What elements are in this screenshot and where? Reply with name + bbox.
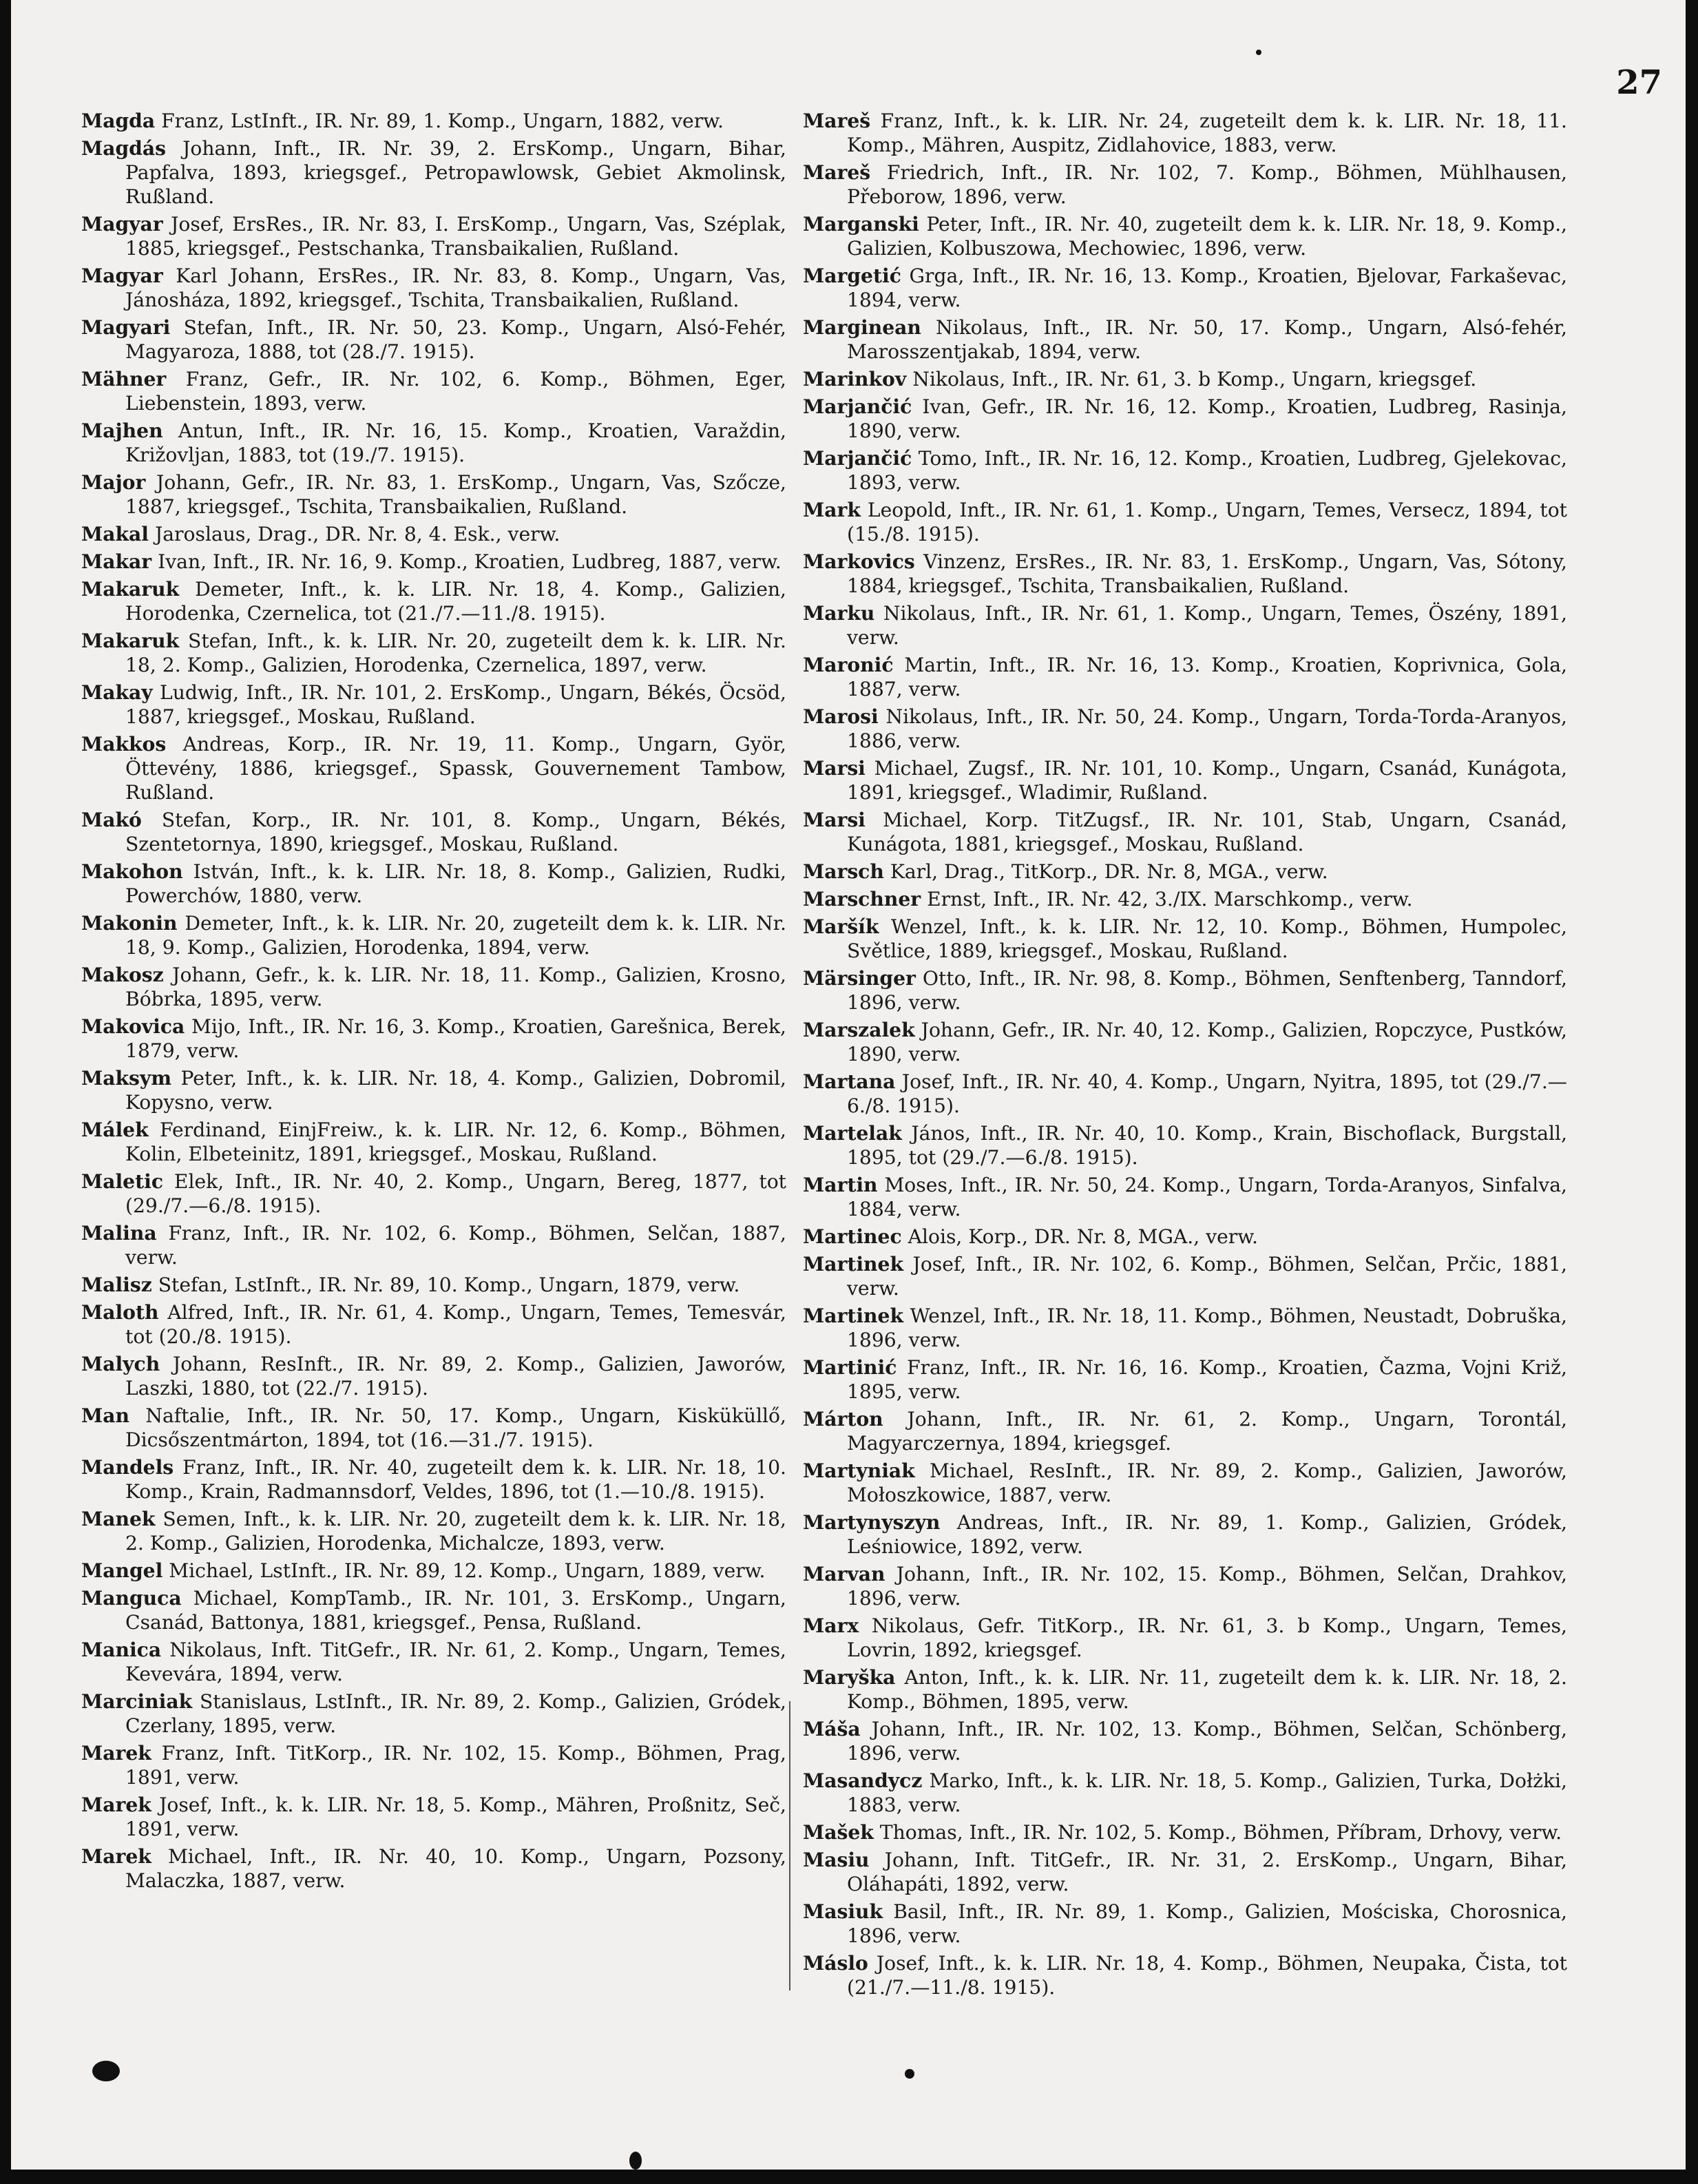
- register-entry: [803, 1018, 1567, 1066]
- entry-surname: Marciniak: [81, 1690, 193, 1713]
- register-entry: [803, 1407, 1567, 1455]
- entry-surname: Martinić: [803, 1356, 897, 1379]
- entry-surname: Martynyszyn: [803, 1511, 941, 1534]
- register-entry: [81, 1015, 786, 1063]
- entry-surname: Marganski: [803, 213, 919, 236]
- entry-surname: Maršík: [803, 915, 879, 938]
- entry-surname: Malisz: [81, 1273, 152, 1296]
- entry-details: Franz, Inft. TitKorp., IR. Nr. 102, 15. Komp., Böhmen, Prag, 1891, verw.: [125, 1742, 786, 1789]
- ink-spot: [629, 2152, 642, 2170]
- entry-details: Nikolaus, Inft., IR. Nr. 50, 24. Komp., Ungarn, Torda-Torda-Aranyos, 1886, verw.: [847, 705, 1567, 752]
- register-entry: [803, 315, 1567, 364]
- entry-surname: Marek: [81, 1845, 151, 1868]
- register-entry: [803, 808, 1567, 856]
- entry-details: Johann, Gefr., IR. Nr. 40, 12. Komp., Galizien, Ropczyce, Pustków, 1890, verw.: [847, 1019, 1567, 1065]
- left-column: [81, 109, 786, 1896]
- entry-surname: Marsch: [803, 860, 884, 883]
- entry-details: Franz, Inft., IR. Nr. 16, 16. Komp., Kroatien, Čazma, Vojni Križ, 1895, verw.: [847, 1356, 1567, 1403]
- right-column: [803, 109, 1567, 2003]
- entry-details: Michael, Inft., IR. Nr. 40, 10. Komp., Ungarn, Pozsony, Malaczka, 1887, verw.: [125, 1845, 786, 1892]
- entry-details: Wenzel, Inft., k. k. LIR. Nr. 12, 10. Komp., Böhmen, Humpolec, Světlice, 1889, kriegsgef., Moskau, Rußland.: [847, 915, 1567, 962]
- entry-details: Franz, LstInft., IR. Nr. 89, 1. Komp., Ungarn, 1882, verw.: [161, 110, 724, 132]
- entry-details: Antun, Inft., IR. Nr. 16, 15. Komp., Kroatien, Varaždin, Križovljan, 1883, tot (19./7. 1915).: [125, 419, 786, 466]
- entry-details: Stanislaus, LstInft., IR. Nr. 89, 2. Komp., Galizien, Gródek, Czerlany, 1895, verw.: [125, 1690, 786, 1737]
- register-entry: [81, 1559, 786, 1583]
- entry-details: Jaroslaus, Drag., DR. Nr. 8, 4. Esk., verw.: [154, 523, 560, 545]
- entry-surname: Makosz: [81, 964, 164, 986]
- register-entry: [81, 367, 786, 415]
- entry-details: Josef, Inft., IR. Nr. 40, 4. Komp., Ungarn, Nyitra, 1895, tot (29./7.—6./8. 1915).: [847, 1070, 1567, 1117]
- entry-surname: Marek: [81, 1793, 151, 1816]
- register-entry: [803, 264, 1567, 312]
- entry-details: Nikolaus, Inft. TitGefr., IR. Nr. 61, 2. Komp., Ungarn, Temes, Kevevára, 1894, verw.: [125, 1639, 786, 1685]
- register-entry: [803, 367, 1567, 391]
- register-entry: [81, 1507, 786, 1555]
- register-entry: [81, 136, 786, 209]
- entry-details: Josef, Inft., IR. Nr. 102, 6. Komp., Böhmen, Selčan, Prčic, 1881, verw.: [847, 1253, 1567, 1300]
- entry-details: Johann, Gefr., k. k. LIR. Nr. 18, 11. Komp., Galizien, Krosno, Bóbrka, 1895, verw.: [125, 964, 786, 1010]
- register-entry: [803, 1900, 1567, 1948]
- register-entry: [803, 1769, 1567, 1817]
- entry-surname: Markovics: [803, 550, 915, 573]
- entry-surname: Marginean: [803, 316, 921, 339]
- column-divider: [789, 1701, 790, 1990]
- entry-details: Wenzel, Inft., IR. Nr. 18, 11. Komp., Böhmen, Neustadt, Dobruška, 1896, verw.: [847, 1304, 1567, 1351]
- register-entry: [81, 1300, 786, 1349]
- register-entry: [803, 395, 1567, 443]
- entry-details: Peter, Inft., IR. Nr. 40, zugeteilt dem k. k. LIR. Nr. 18, 9. Komp., Galizien, Kolbuszowa, Mechowiec, 1896, verw.: [847, 213, 1567, 260]
- entry-details: Alfred, Inft., IR. Nr. 61, 4. Komp., Ungarn, Temes, Temesvár, tot (20./8. 1915).: [125, 1301, 786, 1348]
- entry-details: Mijo, Inft., IR. Nr. 16, 3. Komp., Kroatien, Garešnica, Berek, 1879, verw.: [125, 1015, 787, 1062]
- entry-details: Leopold, Inft., IR. Nr. 61, 1. Komp., Ungarn, Temes, Versecz, 1894, tot (15./8. 1915).: [847, 499, 1567, 545]
- entry-surname: Mareš: [803, 110, 871, 132]
- entry-surname: Mašek: [803, 1821, 874, 1844]
- entry-details: Martin, Inft., IR. Nr. 16, 13. Komp., Kroatien, Koprivnica, Gola, 1887, verw.: [847, 654, 1567, 700]
- register-entry: [803, 1562, 1567, 1610]
- entry-surname: Marku: [803, 602, 875, 625]
- register-entry: [803, 1121, 1567, 1169]
- register-entry: [81, 109, 786, 133]
- entry-details: Ivan, Inft., IR. Nr. 16, 9. Komp., Kroatien, Ludbreg, 1887, verw.: [158, 550, 782, 573]
- entry-surname: Margetić: [803, 264, 901, 287]
- entry-details: Thomas, Inft., IR. Nr. 102, 5. Komp., Böhmen, Příbram, Drhovy, verw.: [879, 1821, 1562, 1844]
- entry-surname: Manguca: [81, 1587, 182, 1610]
- register-entry: [803, 446, 1567, 495]
- entry-details: Stefan, LstInft., IR. Nr. 89, 10. Komp., Ungarn, 1879, verw.: [158, 1273, 740, 1296]
- register-entry: [81, 1793, 786, 1841]
- entry-details: Stefan, Inft., k. k. LIR. Nr. 20, zugeteilt dem k. k. LIR. Nr. 18, 2. Komp., Galizien, Horodenka, Czernelica, 1897, verw.: [125, 630, 786, 676]
- entry-details: Michael, KompTamb., IR. Nr. 101, 3. ErsKomp., Ungarn, Csanád, Battonya, 1881, kriegsgef., Pensa, Rußland.: [125, 1587, 786, 1634]
- entry-details: Moses, Inft., IR. Nr. 50, 24. Komp., Ungarn, Torda-Aranyos, Sinfalva, 1884, verw.: [847, 1174, 1567, 1220]
- document-page: [11, 0, 1686, 2170]
- entry-details: Andreas, Inft., IR. Nr. 89, 1. Komp., Galizien, Gródek, Leśniowice, 1892, verw.: [847, 1511, 1567, 1558]
- entry-details: Johann, Inft. TitGefr., IR. Nr. 31, 2. ErsKomp., Ungarn, Bihar, Oláhapáti, 1892, verw.: [847, 1849, 1567, 1895]
- entry-surname: Makkos: [81, 733, 167, 756]
- entry-details: Michael, Zugsf., IR. Nr. 101, 10. Komp., Ungarn, Csanád, Kunágota, 1891, kriegsgef., Wladimir, Rußland.: [847, 757, 1567, 804]
- register-entry: [803, 601, 1567, 649]
- register-entry: [803, 1225, 1567, 1249]
- entry-surname: Mähner: [81, 368, 167, 391]
- register-entry: [81, 1404, 786, 1452]
- page-number: 27: [1616, 63, 1662, 102]
- register-entry: [803, 1665, 1567, 1714]
- entry-surname: Máša: [803, 1718, 861, 1740]
- ink-spot: [1256, 50, 1261, 55]
- register-entry: [803, 860, 1567, 884]
- entry-details: Franz, Inft., IR. Nr. 102, 6. Komp., Böhmen, Selčan, 1887, verw.: [125, 1222, 786, 1269]
- register-entry: [81, 264, 786, 312]
- entry-surname: Makaruk: [81, 578, 180, 601]
- register-entry: [81, 1689, 786, 1738]
- entry-surname: Málek: [81, 1119, 149, 1141]
- entry-surname: Marjančić: [803, 395, 912, 418]
- entry-surname: Marjančić: [803, 447, 912, 470]
- entry-surname: Maryška: [803, 1666, 896, 1689]
- entry-details: Josef, Inft., k. k. LIR. Nr. 18, 5. Komp., Mähren, Proßnitz, Seč, 1891, verw.: [125, 1793, 786, 1840]
- register-entry: [81, 1455, 786, 1504]
- entry-details: Stefan, Inft., IR. Nr. 50, 23. Komp., Ungarn, Alsó-Fehér, Magyaroza, 1888, tot (28./7. 1915).: [125, 316, 786, 363]
- register-entry: [81, 860, 786, 908]
- entry-details: Franz, Inft., k. k. LIR. Nr. 24, zugeteilt dem k. k. LIR. Nr. 18, 11. Komp., Mähren, Auspitz, Zidlahovice, 1883, verw.: [847, 110, 1567, 156]
- register-entry: [81, 1221, 786, 1269]
- entry-details: Johann, Gefr., IR. Nr. 83, 1. ErsKomp., Ungarn, Vas, Szőcze, 1887, kriegsgef., Tschita, Transbaikalien, Rußland.: [125, 471, 786, 518]
- entry-details: Karl, Drag., TitKorp., DR. Nr. 8, MGA., verw.: [890, 860, 1328, 883]
- register-entry: [81, 1352, 786, 1400]
- register-entry: [803, 1070, 1567, 1118]
- register-entry: [81, 1169, 786, 1218]
- entry-details: Peter, Inft., k. k. LIR. Nr. 18, 4. Komp., Galizien, Dobromil, Kopysno, verw.: [125, 1067, 786, 1114]
- entry-details: Nikolaus, Gefr. TitKorp., IR. Nr. 61, 3. b Komp., Ungarn, Temes, Lovrin, 1892, kriegsgef.: [847, 1614, 1567, 1661]
- register-entry: [81, 732, 786, 804]
- entry-surname: Marsi: [803, 757, 866, 780]
- entry-surname: Martinec: [803, 1225, 902, 1248]
- register-entry: [81, 577, 786, 625]
- entry-surname: Mandels: [81, 1456, 174, 1479]
- entry-details: Karl Johann, ErsRes., IR. Nr. 83, 8. Komp., Ungarn, Vas, Jánosháza, 1892, kriegsgef., Tschita, Transbaikalien, Rußland.: [125, 264, 786, 311]
- entry-details: István, Inft., k. k. LIR. Nr. 18, 8. Komp., Galizien, Rudki, Powerchów, 1880, verw.: [125, 860, 786, 907]
- register-entry: [803, 1717, 1567, 1765]
- entry-surname: Makohon: [81, 860, 183, 883]
- entry-details: Josef, ErsRes., IR. Nr. 83, I. ErsKomp., Ungarn, Vas, Széplak, 1885, kriegsgef., Pestschanka, Transbaikalien, Rußland.: [125, 213, 786, 260]
- entry-surname: Makay: [81, 681, 153, 704]
- entry-details: Nikolaus, Inft., IR. Nr. 50, 17. Komp., Ungarn, Alsó-fehér, Marosszentjakab, 1894, verw.: [847, 316, 1567, 363]
- entry-details: Demeter, Inft., k. k. LIR. Nr. 20, zugeteilt dem k. k. LIR. Nr. 18, 9. Komp., Galizien, Horodenka, 1894, verw.: [125, 912, 786, 959]
- entry-surname: Makar: [81, 550, 152, 573]
- entry-surname: Maloth: [81, 1301, 159, 1324]
- entry-surname: Magdás: [81, 137, 167, 160]
- entry-details: Demeter, Inft., k. k. LIR. Nr. 18, 4. Komp., Galizien, Horodenka, Czernelica, tot (21./7.—11./8. 1915).: [125, 578, 786, 625]
- entry-surname: Máslo: [803, 1952, 868, 1975]
- entry-surname: Magyar: [81, 213, 163, 236]
- entry-surname: Marvan: [803, 1563, 885, 1585]
- entry-details: Basil, Inft., IR. Nr. 89, 1. Komp., Galizien, Mościska, Chorosnica, 1896, verw.: [847, 1900, 1567, 1947]
- entry-details: Ivan, Gefr., IR. Nr. 16, 12. Komp., Kroatien, Ludbreg, Rasinja, 1890, verw.: [847, 395, 1567, 442]
- entry-surname: Marinkov: [803, 368, 907, 391]
- register-entry: [81, 470, 786, 519]
- register-entry: [81, 1741, 786, 1789]
- entry-details: Otto, Inft., IR. Nr. 98, 8. Komp., Böhmen, Senftenberg, Tanndorf, 1896, verw.: [847, 967, 1567, 1014]
- entry-details: Michael, LstInft., IR. Nr. 89, 12. Komp., Ungarn, 1889, verw.: [169, 1559, 766, 1582]
- entry-surname: Márton: [803, 1408, 883, 1431]
- entry-details: Michael, ResInft., IR. Nr. 89, 2. Komp., Galizien, Jaworów, Mołoszkowice, 1887, verw.: [847, 1459, 1567, 1506]
- entry-details: Friedrich, Inft., IR. Nr. 102, 7. Komp., Böhmen, Mühlhausen, Přeborow, 1896, verw.: [847, 161, 1567, 208]
- entry-details: Andreas, Korp., IR. Nr. 19, 11. Komp., Ungarn, Györ, Öttevény, 1886, kriegsgef., Spassk, Gouvernement Tambow, Rußland.: [125, 733, 786, 804]
- entry-surname: Magyari: [81, 316, 171, 339]
- entry-details: Naftalie, Inft., IR. Nr. 50, 17. Komp., Ungarn, Kisküküllő, Dicsőszentmárton, 1894, tot (16.—31./7. 1915).: [125, 1404, 786, 1451]
- entry-surname: Märsinger: [803, 967, 916, 990]
- register-entry: [81, 911, 786, 959]
- register-entry: [81, 1273, 786, 1297]
- entry-surname: Martin: [803, 1174, 878, 1196]
- register-entry: [803, 966, 1567, 1015]
- entry-details: Elek, Inft., IR. Nr. 40, 2. Komp., Ungarn, Bereg, 1877, tot (29./7.—6./8. 1915).: [125, 1170, 787, 1217]
- entry-surname: Majhen: [81, 419, 163, 442]
- entry-surname: Manek: [81, 1508, 156, 1530]
- entry-details: Grga, Inft., IR. Nr. 16, 13. Komp., Kroatien, Bjelovar, Farkaševac, 1894, verw.: [847, 264, 1567, 311]
- entry-surname: Mangel: [81, 1559, 163, 1582]
- entry-details: Franz, Gefr., IR. Nr. 102, 6. Komp., Böhmen, Eger, Liebenstein, 1893, verw.: [125, 368, 786, 415]
- register-entry: [803, 653, 1567, 701]
- entry-surname: Makonin: [81, 912, 178, 935]
- register-entry: [803, 915, 1567, 963]
- register-entry: [803, 1304, 1567, 1352]
- register-entry: [803, 1459, 1567, 1507]
- entry-surname: Maksym: [81, 1067, 172, 1090]
- register-entry: [803, 1173, 1567, 1221]
- entry-surname: Marosi: [803, 705, 879, 728]
- entry-details: Nikolaus, Inft., IR. Nr. 61, 3. b Komp., Ungarn, kriegsgef.: [912, 368, 1477, 391]
- entry-surname: Marx: [803, 1614, 859, 1637]
- entry-surname: Maronić: [803, 654, 894, 676]
- entry-surname: Masandycz: [803, 1769, 923, 1792]
- register-entry: [81, 629, 786, 677]
- entry-surname: Martinek: [803, 1304, 904, 1327]
- register-entry: [803, 1820, 1567, 1844]
- entry-surname: Major: [81, 471, 146, 494]
- register-entry: [803, 705, 1567, 753]
- register-entry: [81, 1844, 786, 1893]
- entry-details: Stefan, Korp., IR. Nr. 101, 8. Komp., Ungarn, Békés, Szentetornya, 1890, kriegsgef., Moskau, Rußland.: [125, 809, 786, 855]
- entry-surname: Mareš: [803, 161, 871, 184]
- register-entry: [81, 1118, 786, 1166]
- entry-details: Ferdinand, EinjFreiw., k. k. LIR. Nr. 12, 6. Komp., Böhmen, Kolin, Elbeteinitz, 1891, kriegsgef., Moskau, Rußland.: [125, 1119, 786, 1165]
- register-entry: [803, 498, 1567, 546]
- entry-details: Johann, Inft., IR. Nr. 102, 15. Komp., Böhmen, Selčan, Drahkov, 1896, verw.: [847, 1563, 1567, 1610]
- entry-surname: Makó: [81, 809, 142, 831]
- entry-surname: Martana: [803, 1070, 896, 1093]
- entry-surname: Magyar: [81, 264, 163, 287]
- entry-surname: Malina: [81, 1222, 157, 1245]
- register-entry: [803, 160, 1567, 209]
- register-entry: [803, 1951, 1567, 1999]
- entry-surname: Marsi: [803, 809, 866, 831]
- entry-details: Franz, Inft., IR. Nr. 40, zugeteilt dem k. k. LIR. Nr. 18, 10. Komp., Krain, Radmannsdorf, Veldes, 1896, tot (1.—10./8. 1915).: [125, 1456, 786, 1503]
- register-entry: [803, 1614, 1567, 1662]
- entry-details: Josef, Inft., k. k. LIR. Nr. 18, 4. Komp., Böhmen, Neupaka, Čista, tot (21./7.—11./8. 1915).: [847, 1952, 1567, 1999]
- register-entry: [81, 550, 786, 574]
- register-entry: [803, 887, 1567, 911]
- register-entry: [81, 419, 786, 467]
- entry-details: Johann, Inft., IR. Nr. 102, 13. Komp., Böhmen, Selčan, Schönberg, 1896, verw.: [847, 1718, 1567, 1765]
- register-entry: [803, 109, 1567, 157]
- entry-surname: Man: [81, 1404, 129, 1427]
- register-entry: [81, 680, 786, 729]
- entry-details: Anton, Inft., k. k. LIR. Nr. 11, zugeteilt dem k. k. LIR. Nr. 18, 2. Komp., Böhmen, 1895, verw.: [847, 1666, 1567, 1713]
- register-entry: [81, 808, 786, 856]
- entry-surname: Martyniak: [803, 1459, 915, 1482]
- register-entry: [803, 1848, 1567, 1896]
- entry-surname: Martelak: [803, 1122, 902, 1145]
- entry-details: Vinzenz, ErsRes., IR. Nr. 83, 1. ErsKomp., Ungarn, Vas, Sótony, 1884, kriegsgef., Tschita, Transbaikalien, Rußland.: [847, 550, 1567, 597]
- register-entry: [81, 963, 786, 1011]
- register-entry: [803, 550, 1567, 598]
- entry-surname: Maletic: [81, 1170, 163, 1193]
- entry-details: Ernst, Inft., IR. Nr. 42, 3./IX. Marschkomp., verw.: [927, 888, 1413, 911]
- register-entry: [803, 756, 1567, 804]
- entry-details: Johann, Inft., IR. Nr. 39, 2. ErsKomp., Ungarn, Bihar, Papfalva, 1893, kriegsgef., Petropawlowsk, Gebiet Akmolinsk, Rußland.: [125, 137, 786, 208]
- entry-surname: Magda: [81, 110, 156, 132]
- entry-surname: Masiuk: [803, 1900, 883, 1923]
- entry-details: Ludwig, Inft., IR. Nr. 101, 2. ErsKomp., Ungarn, Békés, Öcsöd, 1887, kriegsgef., Moskau, Rußland.: [125, 681, 787, 728]
- register-entry: [81, 1066, 786, 1114]
- register-entry: [803, 1252, 1567, 1300]
- entry-details: Tomo, Inft., IR. Nr. 16, 12. Komp., Kroatien, Ludbreg, Gjelekovac, 1893, verw.: [847, 447, 1567, 494]
- entry-details: Johann, Inft., IR. Nr. 61, 2. Komp., Ungarn, Torontál, Magyarczernya, 1894, kriegsgef.: [847, 1408, 1567, 1455]
- entry-surname: Manica: [81, 1639, 162, 1661]
- entry-surname: Masiu: [803, 1849, 870, 1871]
- register-entry: [81, 315, 786, 364]
- entry-surname: Makal: [81, 523, 149, 545]
- entry-surname: Marszalek: [803, 1019, 915, 1041]
- register-entry: [81, 1638, 786, 1686]
- register-entry: [803, 1510, 1567, 1559]
- entry-details: Semen, Inft., k. k. LIR. Nr. 20, zugeteilt dem k. k. LIR. Nr. 18, 2. Komp., Galizien, Horodenka, Michalcze, 1893, verw.: [125, 1508, 786, 1554]
- register-entry: [81, 212, 786, 260]
- entry-details: Alois, Korp., DR. Nr. 8, MGA., verw.: [908, 1225, 1259, 1248]
- entry-surname: Malych: [81, 1353, 160, 1375]
- entry-details: Nikolaus, Inft., IR. Nr. 61, 1. Komp., Ungarn, Temes, Öszény, 1891, verw.: [847, 602, 1567, 649]
- entry-surname: Mark: [803, 499, 861, 521]
- entry-surname: Makaruk: [81, 630, 180, 652]
- entry-surname: Martinek: [803, 1253, 904, 1276]
- entry-details: Johann, ResInft., IR. Nr. 89, 2. Komp., Galizien, Jaworów, Laszki, 1880, tot (22./7. 1915).: [125, 1353, 786, 1400]
- register-entry: [81, 1586, 786, 1634]
- entry-surname: Makovica: [81, 1015, 185, 1038]
- entry-details: Michael, Korp. TitZugsf., IR. Nr. 101, Stab, Ungarn, Csanád, Kunágota, 1881, kriegsgef., Moskau, Rußland.: [847, 809, 1567, 855]
- entry-surname: Marek: [81, 1742, 151, 1765]
- ink-spot: [92, 2061, 120, 2081]
- entry-details: Marko, Inft., k. k. LIR. Nr. 18, 5. Komp., Galizien, Turka, Dołżki, 1883, verw.: [847, 1769, 1567, 1816]
- entry-surname: Marschner: [803, 888, 921, 911]
- entry-details: János, Inft., IR. Nr. 40, 10. Komp., Krain, Bischoflack, Burgstall, 1895, tot (29./7.—6./8. 1915).: [847, 1122, 1567, 1169]
- ink-spot: [905, 2069, 914, 2079]
- register-entry: [803, 212, 1567, 260]
- register-entry: [803, 1355, 1567, 1404]
- register-entry: [81, 522, 786, 546]
